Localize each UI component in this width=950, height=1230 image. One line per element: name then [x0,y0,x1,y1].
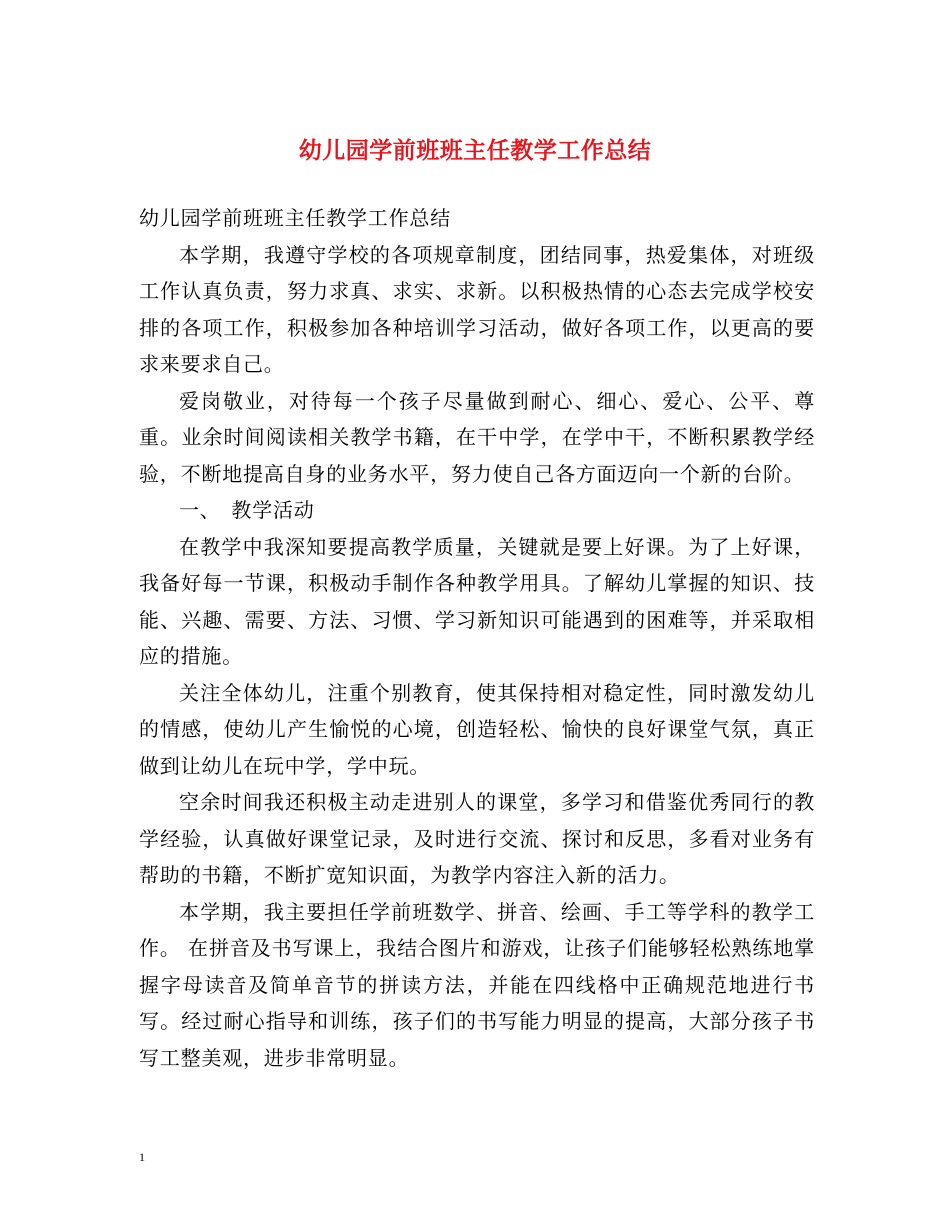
paragraph-learning: 空余时间我还积极主动走进别人的课堂，多学习和借鉴优秀同行的教学经验，认真做好课堂记录，及时进行交流、探讨和反思，多看对业务有帮助的书籍，不断扩宽知识面，为教学内容注入新的活力。 [139,790,815,887]
paragraph-dedication: 爱岗敬业，对待每一个孩子尽量做到耐心、细心、爱心、公平、尊重。业余时间阅读相关教学书籍，在干中学，在学中干，不断积累教学经验，不断地提高自身的业务水平，努力使自己各方面迈向一个新的台阶。 [139,388,815,486]
document-body [139,200,815,1076]
document-subtitle: 幼儿园学前班班主任教学工作总结 [139,206,451,230]
paragraph-subjects: 本学期，我主要担任学前班数学、拼音、绘画、手工等学科的教学工作。 在拼音及书写课上，我结合图片和游戏，让孩子们能够轻松熟练地掌握字母读音及简单音节的拼读方法，并能在四线格中正确规范地进行书写。经过耐心指导和训练，孩子们的书写能力明显的提高，大部分孩子书写工整美观，进步非常明显。 [139,899,815,1070]
paragraph-intro: 本学期，我遵守学校的各项规章制度，团结同事，热爱集体，对班级工作认真负责，努力求真、求实、求新。以积极热情的心态去完成学校安排的各项工作，积极参加各种培训学习活动，做好各项工作，以更高的要求来要求自己。 [139,242,815,376]
section-heading-teaching: 一、 教学活动 [179,498,315,522]
paragraph-attention: 关注全体幼儿，注重个别教育，使其保持相对稳定性，同时激发幼儿的情感，使幼儿产生愉悦的心境，创造轻松、愉快的良好课堂气氛，真正做到让幼儿在玩中学，学中玩。 [139,680,815,778]
document-title: 幼儿园学前班班主任教学工作总结 [298,137,652,164]
page-number: 1 [139,1150,145,1164]
paragraph-teaching-quality: 在教学中我深知要提高教学质量，关键就是要上好课。为了上好课，我备好每一节课，积极动手制作各种教学用具。了解幼儿掌握的知识、技能、兴趣、需要、方法、习惯、学习新知识可能遇到的困难等，并采取相应的措施。 [139,534,815,668]
